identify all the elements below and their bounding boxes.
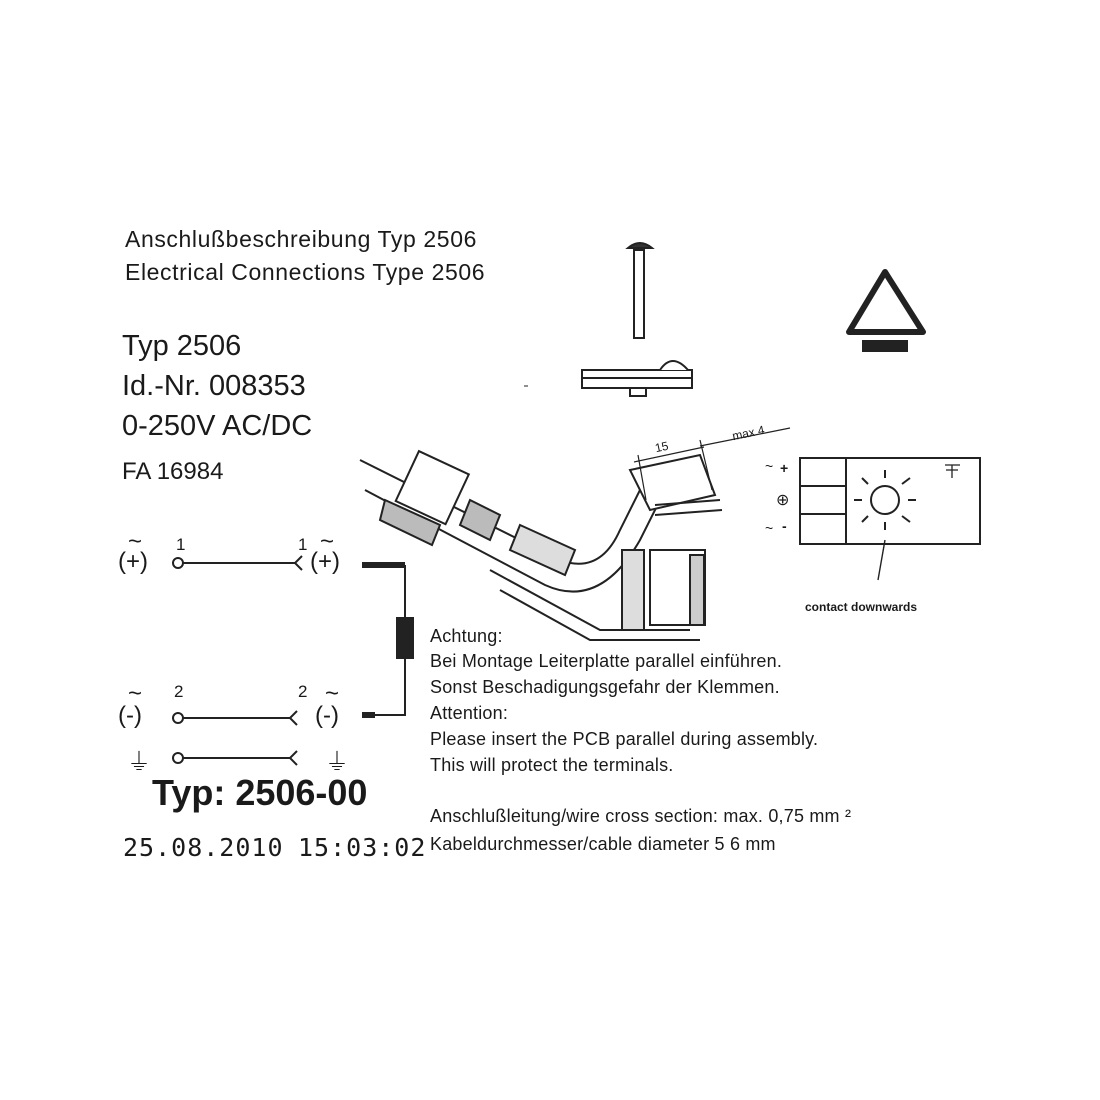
- terminal-1-left: 1: [176, 535, 186, 554]
- washer-drawing: [582, 361, 692, 396]
- tilde-1-left: ~: [128, 528, 143, 555]
- screw-drawing: [628, 243, 652, 338]
- time-stamp: 15:03:02: [298, 833, 427, 862]
- note-cable-diameter: Kabeldurchmesser/cable diameter 5 6 mm: [430, 834, 776, 854]
- minus-symbol-right: (-): [315, 702, 339, 729]
- title-english: Electrical Connections Type 2506: [125, 259, 486, 285]
- terminal-2-left: 2: [174, 682, 184, 701]
- recycling-icon: [849, 272, 923, 352]
- led-plus: +: [780, 460, 789, 476]
- dimension-max-4: max 4: [730, 422, 766, 444]
- terminal-1-right: 1: [298, 535, 308, 554]
- led-tilde-top: ~: [765, 458, 774, 474]
- spec-type: Typ 2506: [122, 330, 242, 362]
- note-en-line2: This will protect the terminals.: [430, 755, 674, 775]
- note-attention: Attention:: [430, 703, 509, 723]
- spec-fa-number: FA 16984: [122, 458, 224, 485]
- minus-symbol-left: (-): [118, 702, 142, 729]
- dimension-15: 15: [653, 438, 670, 456]
- spec-id-number: Id.-Nr. 008353: [122, 370, 306, 402]
- contact-label: contact downwards: [805, 600, 918, 614]
- led-terminal-block: [800, 458, 980, 580]
- note-de-line2: Sonst Beschadigungsgefahr der Klemmen.: [430, 677, 780, 697]
- wiring-schematic: [173, 556, 413, 765]
- cable-gland-drawing: [360, 451, 722, 640]
- note-achtung: Achtung:: [430, 626, 503, 646]
- led-ground-icon: ⊕: [776, 492, 790, 509]
- date-stamp: 25.08.2010: [123, 833, 284, 862]
- note-wire-section: Anschlußleitung/wire cross section: max. 0,75 mm ²: [430, 806, 852, 826]
- ground-icon-left: ⏚: [127, 749, 151, 776]
- terminal-2-right: 2: [298, 682, 308, 701]
- note-de-line1: Bei Montage Leiterplatte parallel einführen.: [430, 651, 783, 671]
- tilde-2-left: ~: [128, 680, 143, 707]
- led-tilde-bottom: ~: [765, 520, 774, 536]
- tilde-2-right: ~: [325, 680, 340, 707]
- led-minus: -: [782, 518, 787, 534]
- tilde-1-right: ~: [320, 528, 335, 555]
- note-en-line1: Please insert the PCB parallel during assembly.: [430, 729, 819, 749]
- plus-symbol-left: (+): [118, 548, 148, 575]
- title-german: Anschlußbeschreibung Typ 2506: [125, 226, 477, 252]
- plus-symbol-right: (+): [310, 548, 340, 575]
- type-label: Typ: 2506-00: [152, 772, 368, 813]
- spec-voltage: 0-250V AC/DC: [122, 410, 313, 442]
- ground-icon-right: ⏚: [325, 749, 349, 776]
